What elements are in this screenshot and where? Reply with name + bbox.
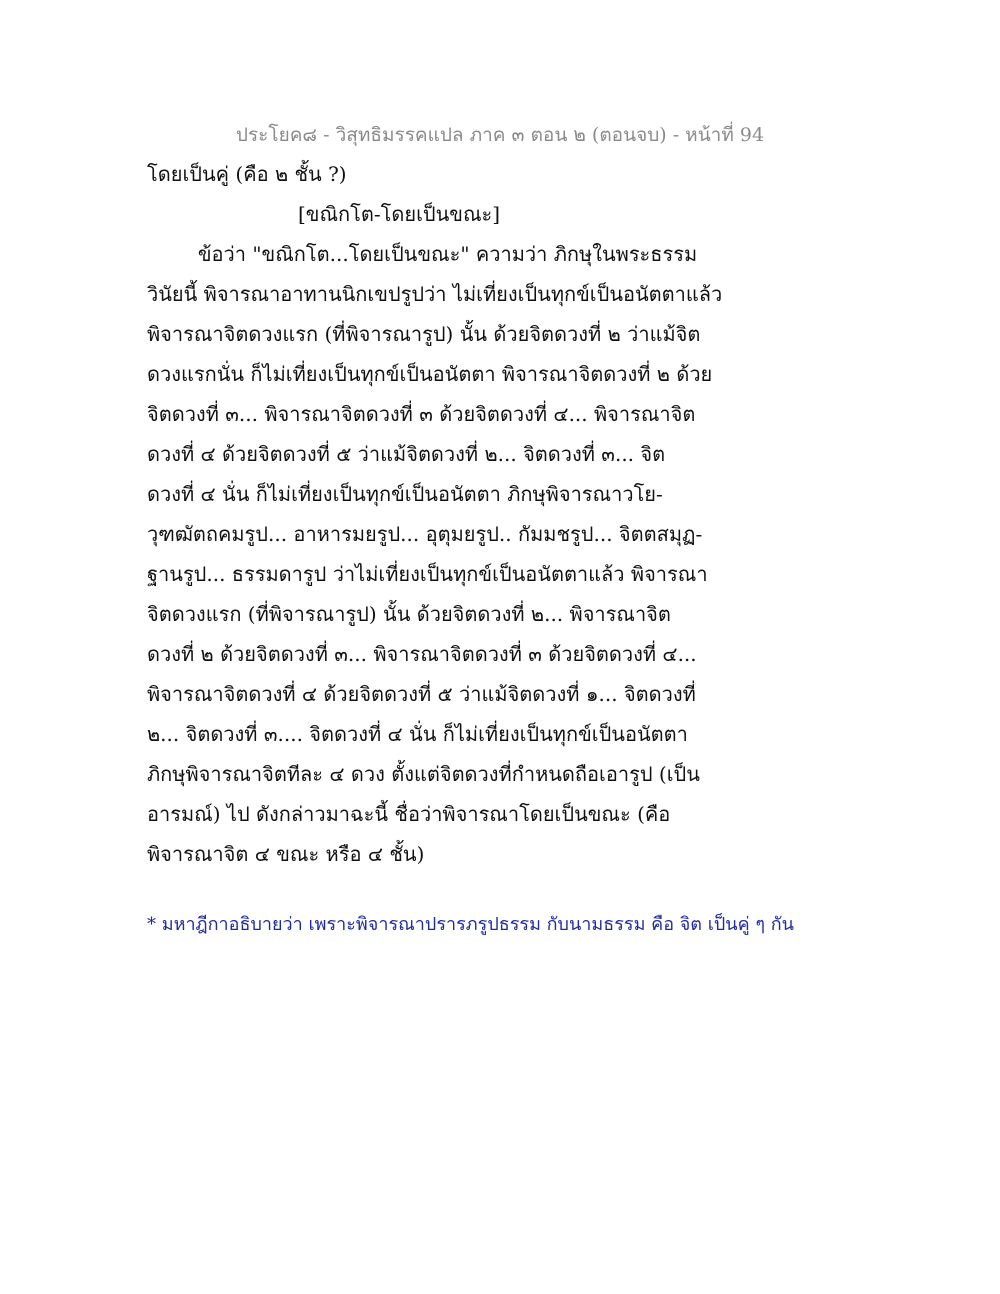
body-line-12: พิจารณาจิตดวงที่ ๔ ด้วยจิตดวงที่ ๕ ว่าแม้จิตดวงที่ ๑... จิตดวงที่ (147, 682, 696, 706)
lead-line: โดยเป็นคู่ (คือ ๒ ชั้น ?) (147, 162, 347, 186)
body-line-4: ดวงแรกนั่น ก็ไม่เที่ยงเป็นทุกข์เป็นอนัตตา พิจารณาจิตดวงที่ ๒ ด้วย (147, 362, 713, 386)
running-header: ประโยค๘ - วิสุทธิมรรคแปล ภาค ๓ ตอน ๒ (ตอนจบ) - หน้าที่ 94 (235, 124, 765, 146)
footnote: * มหาฎีกาอธิบายว่า เพราะพิจารณาปรารภรูปธรรม กับนามธรรม คือ จิต เป็นคู่ ๆ กัน (147, 914, 794, 935)
body-line-5: จิตดวงที่ ๓... พิจารณาจิตดวงที่ ๓ ด้วยจิตดวงที่ ๔... พิจารณาจิต (147, 402, 696, 426)
section-heading: [ขณิกโต-โดยเป็นขณะ] (298, 202, 501, 226)
body-line-11: ดวงที่ ๒ ด้วยจิตดวงที่ ๓... พิจารณาจิตดวงที่ ๓ ด้วยจิตดวงที่ ๔... (147, 642, 697, 666)
body-line-3: พิจารณาจิตดวงแรก (ที่พิจารณารูป) นั้น ด้วยจิตดวงที่ ๒ ว่าแม้จิต (147, 322, 701, 346)
body-line-10: จิตดวงแรก (ที่พิจารณารูป) นั้น ด้วยจิตดวงที่ ๒... พิจารณาจิต (147, 602, 671, 626)
body-line-8: วุฑฒัตถคมรูป... อาหารมยรูป... อุตุมยรูป.. กัมมชรูป... จิตตสมุฏ- (147, 522, 703, 546)
body-line-9: ฐานรูป... ธรรมดารูป ว่าไม่เที่ยงเป็นทุกข์เป็นอนัตตาแล้ว พิจารณา (147, 562, 708, 586)
body-line-14: ภิกษุพิจารณาจิตทีละ ๔ ดวง ตั้งแต่จิตดวงที่กำหนดถือเอารูป (เป็น (147, 762, 700, 786)
body-line-1: ข้อว่า "ขณิกโต...โดยเป็นขณะ" ความว่า ภิกษุในพระธรรม (147, 242, 698, 266)
body-line-16: พิจารณาจิต ๔ ขณะ หรือ ๔ ชั้น) (147, 842, 425, 866)
body-line-2: วินัยนี้ พิจารณาอาทานนิกเขปรูปว่า ไม่เที่ยงเป็นทุกข์เป็นอนัตตาแล้ว (147, 282, 723, 306)
body-line-6: ดวงที่ ๔ ด้วยจิตดวงที่ ๕ ว่าแม้จิตดวงที่ ๒... จิตดวงที่ ๓... จิต (147, 442, 666, 466)
body-line-13: ๒... จิตดวงที่ ๓.... จิตดวงที่ ๔ นั่น ก็ไม่เที่ยงเป็นทุกข์เป็นอนัตตา (147, 722, 688, 746)
body-line-7: ดวงที่ ๔ นั่น ก็ไม่เที่ยงเป็นทุกข์เป็นอนัตตา ภิกษุพิจารณาวโย- (147, 482, 663, 506)
body-line-15: อารมณ์) ไป ดังกล่าวมาฉะนี้ ชื่อว่าพิจารณาโดยเป็นขณะ (คือ (147, 802, 671, 826)
